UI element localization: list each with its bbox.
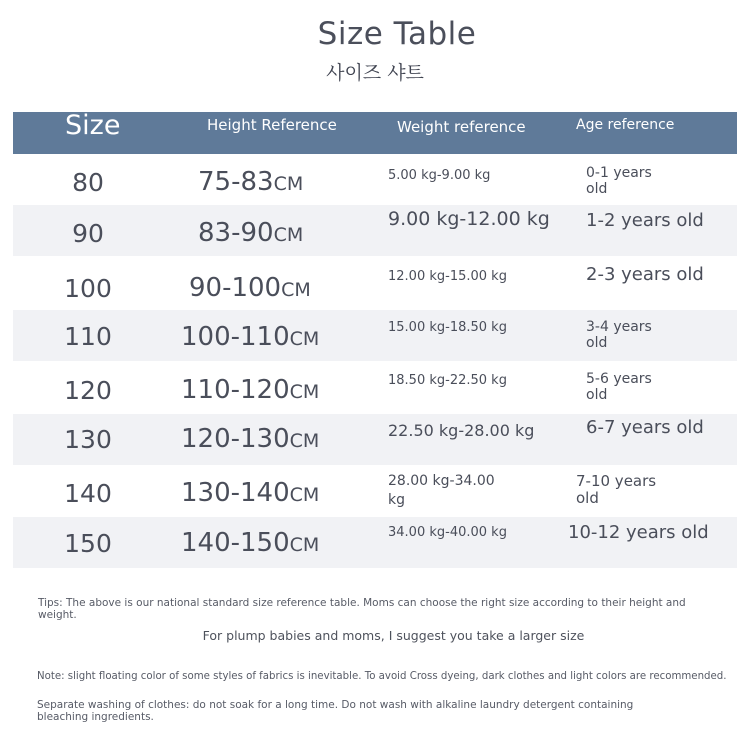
weight-cell: 15.00 kg-18.50 kg [388,320,507,335]
table-row [13,310,737,361]
weight-cell: 9.00 kg-12.00 kg [388,208,550,230]
height-cell [181,528,319,558]
weight-cell: 5.00 kg-9.00 kg [388,168,491,183]
height-cell [181,375,319,405]
height-cell [198,218,303,248]
weight-cell: 12.00 kg-15.00 kg [388,269,507,284]
size-cell: 150 [64,529,112,558]
height-unit: CM [289,534,320,556]
height-unit: CM [289,430,320,452]
height-cell [189,273,311,303]
page-subtitle: 사이즈 샤트 [326,62,424,84]
height-unit: CM [273,224,304,246]
height-range: 83-90 [198,218,274,248]
page-title: Size Table [317,16,477,52]
height-cell [181,322,319,352]
size-table [13,112,737,568]
header-weight: Weight reference [397,118,526,136]
washing-note: Separate washing of clothes: do not soak for a long time. Do not wash with alkaline laundry detergent containing bleaching ingredients. [37,699,634,723]
table-row [13,256,737,310]
table-row [13,361,737,414]
size-cell: 140 [64,479,112,508]
height-cell [198,167,303,197]
age-cell: 7-10 years old [576,472,657,507]
height-range: 100-110 [181,322,290,352]
size-cell: 100 [64,274,112,303]
weight-cell: 22.50 kg-28.00 kg [388,421,535,440]
height-range: 140-150 [181,528,290,558]
height-unit: CM [273,173,304,195]
size-cell: 90 [72,219,104,248]
size-cell: 110 [64,322,112,351]
plump-note: For plump babies and moms, I suggest you take a larger size [202,628,585,643]
age-cell: 5-6 years old [586,371,652,403]
age-cell: 10-12 years old [568,522,709,543]
header-size: Size [65,110,121,141]
header-age: Age reference [576,117,675,133]
height-unit: CM [289,484,320,506]
age-cell: 6-7 years old [586,417,704,438]
height-range: 75-83 [198,167,274,197]
size-cell: 120 [64,376,112,405]
height-range: 120-130 [181,424,290,454]
weight-cell: 28.00 kg-34.00 kg [388,473,495,508]
age-cell: 2-3 years old [586,264,704,285]
table-header [13,112,737,154]
weight-cell: 34.00 kg-40.00 kg [388,525,507,540]
height-unit: CM [289,328,320,350]
size-cell: 130 [64,425,112,454]
table-row [13,465,737,517]
height-range: 110-120 [181,375,290,405]
table-row [13,414,737,465]
age-cell: 0-1 years old [586,165,652,197]
color-note: Note: slight floating color of some styles of fabrics is inevitable. To avoid Cross dyeing, dark clothes and light colors are recommended. [37,671,727,682]
height-unit: CM [281,279,311,301]
height-range: 130-140 [181,478,290,508]
tips-note: Tips: The above is our national standard size reference table. Moms can choose the right size according to their height and weight. [38,597,686,621]
height-cell [181,478,319,508]
age-cell: 3-4 years old [586,319,652,351]
weight-cell: 18.50 kg-22.50 kg [388,373,507,388]
height-unit: CM [289,381,320,403]
table-row [13,154,737,205]
height-range: 90-100 [189,273,282,303]
age-cell: 1-2 years old [586,210,704,231]
table-row [13,205,737,256]
size-cell: 80 [72,168,104,197]
header-height: Height Reference [207,116,337,134]
table-row [13,517,737,568]
height-cell [181,424,319,454]
